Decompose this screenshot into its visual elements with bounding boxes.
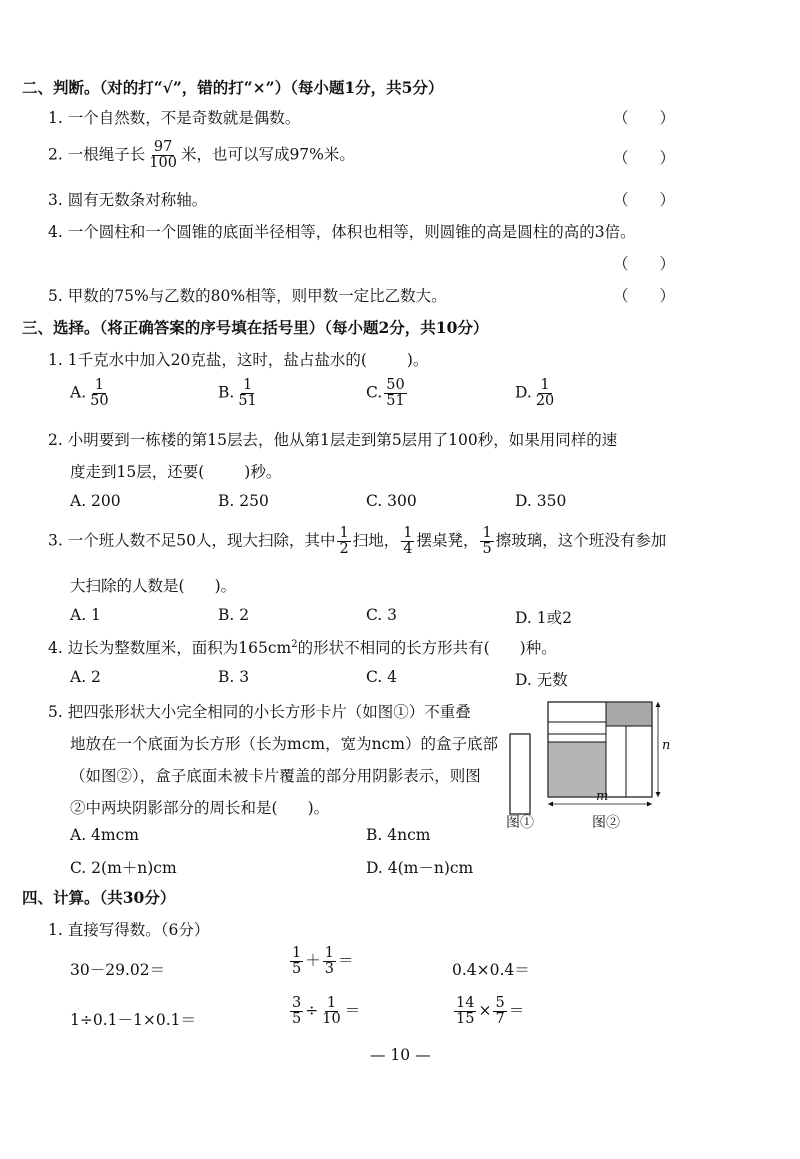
item-number: 3. <box>48 531 63 550</box>
item-text: 的形状不相同的长方形共有( <box>297 639 490 657</box>
fraction-1-5 <box>480 526 493 557</box>
judge-item-2 <box>48 140 355 171</box>
item-text: )。 <box>307 799 330 817</box>
section-4-heading: 四、计算。（共30分） <box>22 888 176 907</box>
denominator: 50 <box>90 393 109 410</box>
item-text: 米，也可以写成97%米。 <box>180 145 355 164</box>
item-text: 扫地， <box>352 531 400 550</box>
expr-1: 30－29.02＝ <box>70 961 166 979</box>
numerator: 1 <box>403 525 413 541</box>
answer-paren-2[interactable]: （ ） <box>613 149 676 167</box>
item-text: 摆桌凳， <box>416 531 479 550</box>
q4-option-a[interactable]: A. 2 <box>70 668 101 686</box>
fraction-1-4 <box>401 526 414 557</box>
fraction <box>384 378 406 409</box>
choice-q3-line2 <box>70 574 236 596</box>
q2-option-a[interactable]: A. 200 <box>70 492 121 510</box>
judge-item-3 <box>48 188 207 210</box>
superscript: 2 <box>291 638 298 650</box>
item-text: 一个自然数，不是奇数就是偶数。 <box>67 109 301 127</box>
numerator: 1 <box>326 995 337 1011</box>
q1-option-d[interactable] <box>515 378 558 409</box>
operator: × <box>478 1001 492 1020</box>
item-text: ②中两块阴影部分的周长和是( <box>70 799 278 817</box>
q3-option-b[interactable]: B. 2 <box>218 606 250 624</box>
fraction <box>323 946 336 977</box>
denominator: 10 <box>322 1011 341 1028</box>
fraction-1-2 <box>337 526 350 557</box>
q1-option-b[interactable] <box>218 378 261 409</box>
numerator: 1 <box>292 945 302 961</box>
numerator: 1 <box>540 377 550 393</box>
equals: ＝ <box>508 1001 525 1020</box>
choice-q4 <box>48 636 557 658</box>
answer-paren-1[interactable]: （ ） <box>613 109 676 127</box>
figure-1-label: 图① <box>506 815 534 831</box>
answer-paren-4[interactable]: （ ） <box>613 255 676 273</box>
choice-q5-line2: 地放在一个底面为长方形（长为mcm，宽为ncm）的盒子底部 <box>70 735 498 753</box>
expr-2 <box>288 946 354 977</box>
section-3-heading: 三、选择。（将正确答案的序号填在括号里）（每小题2分，共10分） <box>22 318 489 337</box>
item-text: 边长为整数厘米，面积为165cm <box>67 639 292 657</box>
q5-option-c[interactable]: C. 2(m＋n)cm <box>70 859 177 877</box>
judge-item-5 <box>48 284 447 306</box>
option-label: C. <box>366 383 383 402</box>
fraction <box>88 378 110 409</box>
expr-3: 0.4×0.4＝ <box>452 961 530 979</box>
numerator: 1 <box>324 945 334 961</box>
item-text: 一个圆柱和一个圆锥的底面半径相等，体积也相等，则圆锥的高是圆柱的高的3倍。 <box>67 223 636 241</box>
q2-option-c[interactable]: C. 300 <box>366 492 417 510</box>
item-text: 圆有无数条对称轴。 <box>67 191 208 209</box>
answer-paren-5[interactable]: （ ） <box>613 287 676 305</box>
item-text: 1千克水中加入20克盐，这时，盐占盐水的( <box>67 351 367 369</box>
item-text: )。 <box>214 577 237 595</box>
numerator: 1 <box>242 377 253 393</box>
q5-option-d[interactable]: D. 4(m－n)cm <box>366 859 474 877</box>
denominator: 5 <box>292 1011 302 1028</box>
numerator: 14 <box>456 995 475 1011</box>
q3-option-d[interactable]: D. 1或2 <box>515 609 572 627</box>
dimension-n <box>656 702 661 797</box>
expr-6 <box>452 996 524 1027</box>
numerator: 5 <box>495 995 505 1011</box>
judge-item-1 <box>48 106 300 128</box>
q5-option-a[interactable]: A. 4mcm <box>70 826 139 844</box>
item-text: 一个班人数不足50人，现大扫除，其中 <box>67 531 336 550</box>
option-label: A. <box>70 383 87 402</box>
item-text: )秒。 <box>244 463 282 481</box>
numerator: 1 <box>482 525 492 541</box>
item-text: )。 <box>406 351 429 369</box>
item-text: 甲数的75%与乙数的80%相等，则甲数一定比乙数大。 <box>67 287 447 305</box>
choice-q3-line1 <box>48 526 666 557</box>
figure-2-box <box>548 702 652 797</box>
equals: ＝ <box>344 1001 361 1020</box>
numerator: 3 <box>292 995 302 1011</box>
calc-sub-1: 1. 直接写得数。（6分） <box>48 921 210 939</box>
option-label: D. <box>515 383 532 402</box>
expr-5 <box>288 996 360 1027</box>
q5-option-b[interactable]: B. 4ncm <box>366 826 431 844</box>
label-n: n <box>662 738 671 753</box>
operator: ＋ <box>305 951 321 970</box>
denominator: 3 <box>324 961 334 978</box>
item-text: 擦玻璃，这个班没有参加 <box>495 531 667 550</box>
q3-option-c[interactable]: C. 3 <box>366 606 398 624</box>
fraction <box>454 996 476 1027</box>
q4-option-c[interactable]: C. 4 <box>366 668 398 686</box>
item-text: 大扫除的人数是( <box>70 577 185 595</box>
denominator: 2 <box>339 541 349 558</box>
choice-q5-line1 <box>48 700 471 722</box>
numerator: 1 <box>339 525 349 541</box>
item-text: 把四张形状大小完全相同的小长方形卡片（如图①）不重叠 <box>67 703 471 721</box>
q4-option-b[interactable]: B. 3 <box>218 668 250 686</box>
fraction <box>290 946 303 977</box>
choice-q5-line4 <box>70 796 329 818</box>
q4-option-d[interactable]: D. 无数 <box>515 671 568 689</box>
denominator: 7 <box>495 1011 505 1028</box>
q1-option-c[interactable] <box>366 378 409 409</box>
section-2-heading: 二、判断。（对的打“√”，错的打“×”）（每小题1分，共5分） <box>22 78 444 97</box>
denominator: 5 <box>482 541 492 558</box>
choice-q1 <box>48 348 428 370</box>
q3-option-a[interactable]: A. 1 <box>70 606 101 624</box>
numerator: 50 <box>386 377 405 393</box>
choice-q5-line3: （如图②），盒子底面未被卡片覆盖的部分用阴影表示，则图 <box>70 767 481 785</box>
numerator: 1 <box>94 377 104 393</box>
label-m: m <box>596 789 609 804</box>
fraction-97-100 <box>147 140 179 171</box>
choice-q2-line2 <box>70 460 281 482</box>
item-number: 2. <box>48 145 63 164</box>
item-text: 一根绳子长 <box>67 145 146 164</box>
denominator: 51 <box>238 393 257 410</box>
expr-4: 1÷0.1－1×0.1＝ <box>70 1011 196 1029</box>
fraction <box>320 996 342 1027</box>
item-number: 5. <box>48 287 63 305</box>
denominator: 100 <box>149 155 177 172</box>
equals: ＝ <box>337 951 354 970</box>
item-text: 度走到15层，还要( <box>70 463 205 481</box>
fraction <box>534 378 556 409</box>
fraction <box>236 378 258 409</box>
item-number: 3. <box>48 191 63 209</box>
figure-2-label: 图② <box>592 815 620 831</box>
q1-option-a[interactable] <box>70 378 113 409</box>
item-number: 4. <box>48 639 63 657</box>
answer-paren-3[interactable]: （ ） <box>613 191 676 209</box>
denominator: 4 <box>403 541 413 558</box>
item-text: )种。 <box>519 639 557 657</box>
denominator: 5 <box>292 961 302 978</box>
item-number: 5. <box>48 703 63 721</box>
item-number: 2. <box>48 431 63 449</box>
fraction <box>290 996 303 1027</box>
q2-option-d[interactable]: D. 350 <box>515 492 567 510</box>
item-text: 小明要到一栋楼的第15层去，他从第1层走到第5层用了100秒，如果用同样的速 <box>67 431 618 449</box>
operator: ÷ <box>305 1001 319 1020</box>
denominator: 15 <box>456 1011 475 1028</box>
item-number: 4. <box>48 223 63 241</box>
figure-1-card <box>510 734 530 814</box>
page-number: — 10 — <box>370 1046 431 1064</box>
fraction <box>493 996 506 1027</box>
judge-item-4 <box>48 220 636 242</box>
denominator: 20 <box>535 393 555 410</box>
item-number: 1. <box>48 351 63 369</box>
choice-q2-line1 <box>48 428 617 450</box>
item-number: 1. <box>48 109 63 127</box>
denominator: 51 <box>386 393 405 410</box>
numerator: 97 <box>153 139 173 155</box>
option-label: B. <box>218 383 235 402</box>
q2-option-b[interactable]: B. 250 <box>218 492 269 510</box>
